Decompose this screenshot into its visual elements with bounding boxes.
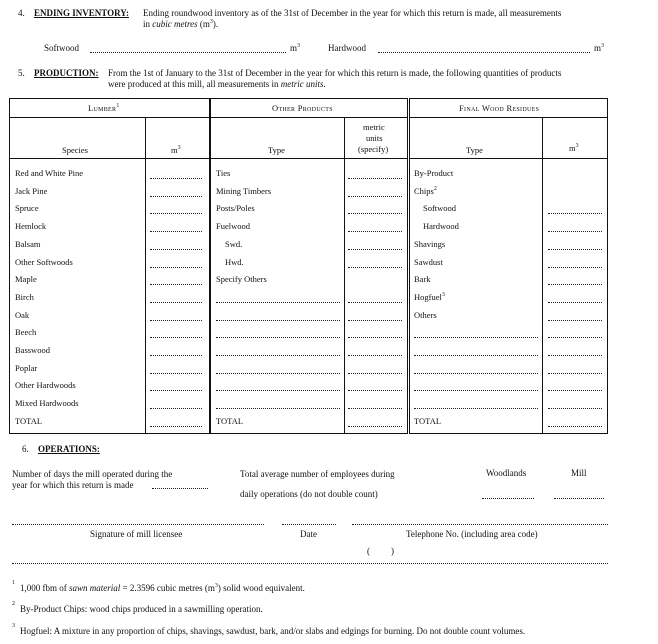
other-type-label: Mining Timbers <box>216 185 272 196</box>
residue-type-label: By-Product <box>414 168 454 178</box>
woodlands-input-line[interactable] <box>482 498 534 499</box>
lumber-m3-input[interactable] <box>150 390 202 391</box>
species-label: Red and White Pine <box>15 168 84 178</box>
other-metric-input[interactable] <box>348 337 402 338</box>
other-metric-input[interactable] <box>348 408 402 409</box>
other-metric-input[interactable] <box>348 196 402 197</box>
lumber-col-divider <box>145 117 146 433</box>
residue-type-label: Chips$^2$ <box>414 185 437 196</box>
residues-header: Final Wood Residues <box>459 103 540 113</box>
other-type-input[interactable] <box>216 337 340 338</box>
residue-m3-input[interactable] <box>548 373 602 374</box>
residue-type-label: TOTAL <box>414 415 442 426</box>
other-metric-input[interactable] <box>348 373 402 374</box>
col-species: Species <box>62 145 88 155</box>
species-label: Beech <box>15 327 37 338</box>
other-type-label: TOTAL <box>216 415 244 426</box>
area-code-close-paren: ) <box>391 546 394 556</box>
other-type-label: Swd. <box>225 238 243 249</box>
residue-type-input[interactable] <box>414 337 538 338</box>
footnote3-marker: 3 <box>12 623 15 629</box>
other-metric-input[interactable] <box>348 267 402 268</box>
section5-number: 5. <box>18 68 25 78</box>
softwood-unit: $m^3$ <box>290 43 301 53</box>
telephone-input-line[interactable] <box>352 524 608 525</box>
residue-m3-input[interactable] <box>548 302 602 303</box>
section6-number: 6. <box>22 444 29 454</box>
species-label: Other Hardwoods <box>15 380 76 391</box>
telephone-label: Telephone No. (including area code) <box>406 529 538 539</box>
days-input-line[interactable] <box>152 488 208 489</box>
residue-type-input[interactable] <box>414 390 538 391</box>
signature-label: Signature of mill licensee <box>90 529 183 539</box>
residue-col-divider <box>542 117 543 433</box>
date-label: Date <box>300 529 317 539</box>
section5-text-line1: From the 1st of January to the 31st of December in the year for which this return is made, the following quantities of products <box>108 68 562 78</box>
lumber-m3-input[interactable] <box>150 231 202 232</box>
other-metric-input[interactable] <box>348 231 402 232</box>
other-type-input[interactable] <box>216 390 340 391</box>
lumber-m3-input[interactable] <box>150 267 202 268</box>
days-label-line2: year for which this return is made <box>12 480 134 490</box>
residue-type-label: Shavings <box>414 238 446 249</box>
species-label: Oak <box>15 309 30 320</box>
other-metric-input[interactable] <box>348 390 402 391</box>
species-label: Jack Pine <box>15 185 48 196</box>
residue-m3-input[interactable] <box>548 355 602 356</box>
col-m3-lumber: $m^3$ <box>171 145 181 155</box>
lumber-m3-input[interactable] <box>150 320 202 321</box>
residue-type-label: Softwood <box>423 203 457 214</box>
species-label: Birch <box>15 291 34 302</box>
section4-heading: ENDING INVENTORY: <box>34 8 129 18</box>
other-products-header: Other Products <box>272 103 333 113</box>
lumber-header: Lumber$^1$ <box>88 103 120 113</box>
section6-heading: OPERATIONS: <box>38 444 100 454</box>
residue-m3-input[interactable] <box>548 390 602 391</box>
col-type-other: Type <box>268 145 285 155</box>
species-label: Mixed Hardwoods <box>15 398 79 409</box>
residue-type-input[interactable] <box>414 355 538 356</box>
residue-m3-input[interactable] <box>548 267 602 268</box>
woodlands-label: Woodlands <box>486 468 527 478</box>
lumber-header-divider <box>9 117 209 118</box>
residue-m3-input[interactable] <box>548 213 602 214</box>
residue-type-input[interactable] <box>414 408 538 409</box>
residue-type-input[interactable] <box>414 373 538 374</box>
lumber-m3-input[interactable] <box>150 373 202 374</box>
residue-m3-input[interactable] <box>548 249 602 250</box>
residue-header-divider <box>409 117 607 118</box>
lumber-m3-input[interactable] <box>150 213 202 214</box>
softwood-input-line[interactable] <box>90 52 286 53</box>
footnote1-text: 1,000 fbm of sawn material = 2.3596 cubic metres $(m^3)$ solid wood equivalent. <box>20 583 305 593</box>
lumber-m3-input[interactable] <box>150 355 202 356</box>
softwood-label: Softwood <box>44 43 80 53</box>
other-header-divider <box>210 117 407 118</box>
lumber-colhead-divider <box>9 158 209 159</box>
species-label: Spruce <box>15 203 39 214</box>
residue-m3-input[interactable] <box>548 284 602 285</box>
other-type-input[interactable] <box>216 408 340 409</box>
other-metric-input[interactable] <box>348 213 402 214</box>
hardwood-unit: $m^3$ <box>594 43 605 53</box>
other-type-input[interactable] <box>216 373 340 374</box>
date-input-line[interactable] <box>282 524 336 525</box>
col-units: units <box>366 133 383 143</box>
species-label: Balsam <box>15 238 41 249</box>
other-metric-input[interactable] <box>348 426 402 427</box>
section5-heading: PRODUCTION: <box>34 68 99 78</box>
residue-type-label: Hardwood <box>423 221 459 232</box>
residue-m3-input[interactable] <box>548 337 602 338</box>
area-code-open-paren: ( <box>367 546 370 556</box>
species-label: Maple <box>15 274 37 285</box>
days-label-line1: Number of days the mill operated during the <box>12 469 173 479</box>
other-metric-input[interactable] <box>348 320 402 321</box>
hardwood-input-line[interactable] <box>378 52 590 53</box>
lumber-m3-input[interactable] <box>150 284 202 285</box>
residue-type-label: Sawdust <box>414 256 443 267</box>
residue-m3-input[interactable] <box>548 320 602 321</box>
species-label: Poplar <box>15 362 38 373</box>
col-metric: metric <box>363 122 385 132</box>
col-type-residue: Type <box>466 145 483 155</box>
species-label: TOTAL <box>15 415 43 426</box>
residue-m3-input[interactable] <box>548 426 602 427</box>
section4-number: 4. <box>18 8 25 18</box>
other-type-label: Specify Others <box>216 274 267 285</box>
lumber-m3-input[interactable] <box>150 178 202 179</box>
footnote2-marker: 2 <box>12 601 15 607</box>
other-metric-input[interactable] <box>348 249 402 250</box>
lumber-m3-input[interactable] <box>150 408 202 409</box>
other-metric-input[interactable] <box>348 302 402 303</box>
footnote3-text: Hogfuel: A mixture in any proportion of chips, shavings, sawdust, bark, and/or slabs and edgings for burning. Do not double count volumes. <box>20 626 526 636</box>
other-type-label: Hwd. <box>225 256 244 267</box>
lumber-m3-input[interactable] <box>150 249 202 250</box>
footnote1-marker: 1 <box>12 580 15 586</box>
other-type-input[interactable] <box>216 355 340 356</box>
col-specify: (specify) <box>358 144 389 154</box>
species-label: Basswood <box>15 345 50 355</box>
section5-text-line2: were produced at this mill, all measurements in metric units. <box>108 79 326 89</box>
section4-text-line2: in cubic metres $(m^3)$. <box>143 19 219 29</box>
residue-type-label: Others <box>414 309 437 320</box>
bottom-dotted-line <box>12 563 608 564</box>
other-metric-input[interactable] <box>348 355 402 356</box>
lumber-m3-input[interactable] <box>150 302 202 303</box>
species-label: Hemlock <box>15 221 47 232</box>
other-colhead-divider <box>210 158 407 159</box>
other-type-input[interactable] <box>216 320 340 321</box>
residue-type-label: Hogfuel$^3$ <box>414 291 445 302</box>
residue-type-label: Bark <box>414 274 431 285</box>
mill-input-line[interactable] <box>554 498 604 499</box>
lumber-m3-input[interactable] <box>150 426 202 427</box>
other-col-divider <box>344 117 345 433</box>
other-type-input[interactable] <box>216 302 340 303</box>
mill-label: Mill <box>571 468 587 478</box>
employees-label-line1: Total average number of employees during <box>240 469 395 479</box>
species-label: Other Softwoods <box>15 256 73 267</box>
residue-m3-input[interactable] <box>548 231 602 232</box>
other-type-label: Fuelwood <box>216 221 250 232</box>
other-type-label: Posts/Poles <box>216 203 255 214</box>
footnote2-text: By-Product Chips: wood chips produced in a sawmilling operation. <box>20 604 263 614</box>
signature-input-line[interactable] <box>12 524 264 525</box>
other-metric-input[interactable] <box>348 178 402 179</box>
other-type-label: Ties <box>216 168 231 178</box>
section4-text-line1: Ending roundwood inventory as of the 31st of December in the year for which this return is made, all measurements <box>143 8 562 18</box>
employees-label-line2: daily operations (do not double count) <box>240 489 378 499</box>
lumber-m3-input[interactable] <box>150 337 202 338</box>
residue-colhead-divider <box>409 158 607 159</box>
hardwood-label: Hardwood <box>328 43 366 53</box>
lumber-m3-input[interactable] <box>150 196 202 197</box>
col-m3-residue: $m^3$ <box>569 143 579 153</box>
residue-m3-input[interactable] <box>548 408 602 409</box>
